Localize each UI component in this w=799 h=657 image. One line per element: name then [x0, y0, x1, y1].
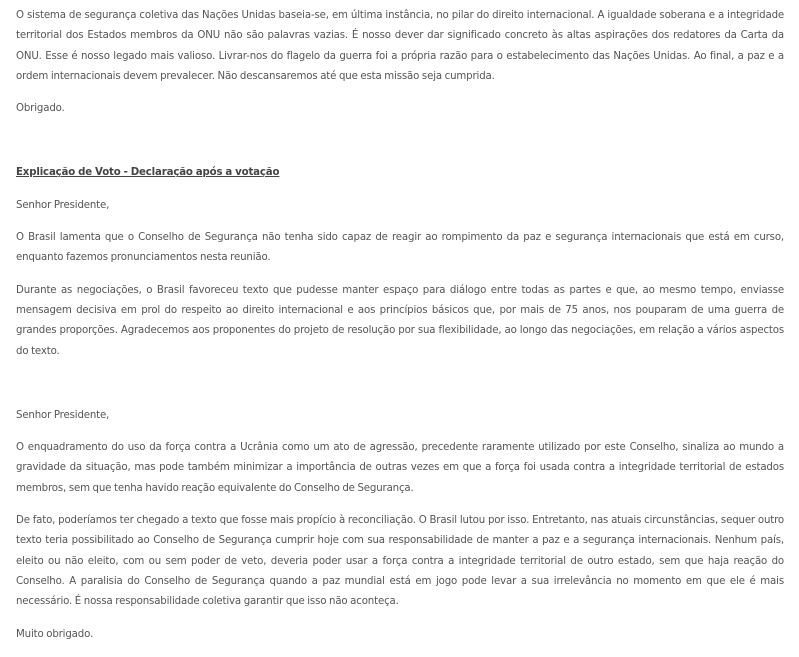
paragraph-thanks: Obrigado. — [16, 103, 65, 115]
paragraph-salutation: Senhor Presidente, — [16, 199, 110, 211]
section-heading-text: Explicação de Voto - Declaração após a votação — [16, 167, 280, 179]
paragraph-final-thanks: Muito obrigado. — [16, 628, 94, 640]
paragraph-negotiations: Durante as negociações, o Brasil favoreceu texto que pudesse manter espaço para diálogo entre todas as partes e que, ao mesmo tempo, enviasse mensagem decisiva em prol do respeito ao direito internacional e aos princípios básicos que, por mais de 75 anos, nos pouparam de uma guerra de grandes proporções. Agradecemos aos proponentes do projeto de resolução por sua flexibilidade, ao longo das negociações, em relação a vários aspectos do texto. — [16, 284, 784, 357]
blank-spacer — [16, 374, 784, 394]
section-heading — [16, 163, 784, 183]
paragraph-regret: O Brasil lamenta que o Conselho de Segurança não tenha sido capaz de reagir ao rompimento da paz e segurança internacionais que está em curso, enquanto fazemos pronunciamentos nesta reunião. — [16, 232, 784, 264]
paragraph-aggression: O enquadramento do uso da força contra a Ucrânia como um ato de agressão, precedente raramente utilizado por este Conselho, sinaliza ao mundo a gravidade da situação, mas pode também minimizar a importância de outras vezes em que a força foi usada contra a integridade territorial de estados membros, sem que tenha havido reação equivalente do Conselho de Segurança. — [16, 442, 784, 494]
article-body — [16, 6, 784, 657]
paragraph-reconciliation: De fato, poderíamos ter chegado a texto que fosse mais propício à reconciliação. O Brasil lutou por isso. Entretanto, nas atuais circunstâncias, sequer outro texto teria possibilitado ao Conselho de Segurança cumprir hoje com sua responsabilidade de manter a paz e a segurança internacionais. Nenhum país, eleito ou não eleito, com ou sem poder de veto, deveria poder usar a força contra a integridade territorial de outro estado, sem que haja reação do Conselho. A paralisia do Conselho de Segurança quando a paz mundial está em jogo pode levar a sua irrelevância no momento em que ele é mais necessário. É nossa responsabilidade coletiva garantir que isso não aconteça. — [16, 515, 784, 608]
blank-spacer — [16, 131, 784, 151]
paragraph-salutation-2: Senhor Presidente, — [16, 409, 110, 421]
paragraph-closing-argument: O sistema de segurança coletiva das Nações Unidas baseia-se, em última instância, no pilar do direito internacional. A igualdade soberana e a integridade territorial dos Estados membros da ONU não são palavras vazias. É nosso dever dar significado concreto às altas aspirações dos redatores da Carta da ONU. Esse é nosso legado mais valioso. Livrar-nos do flagelo da guerra foi a própria razão para o estabelecimento das Nações Unidas. Ao final, a paz e a ordem internacionais devem prevalecer. Não descansaremos até que esta missão seja cumprida. — [16, 10, 784, 82]
